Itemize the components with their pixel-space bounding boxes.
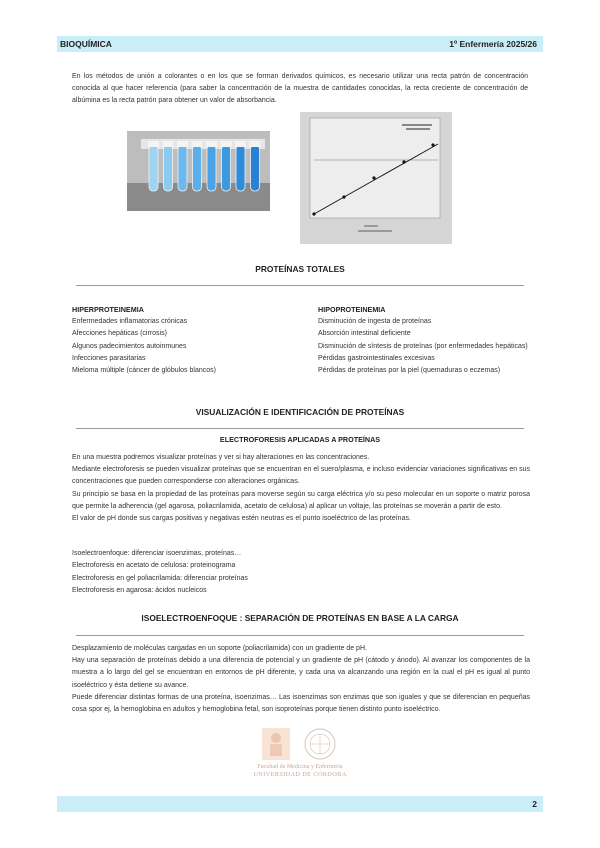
test-tube-cap bbox=[206, 141, 217, 147]
section-title-proteinas-totales: PROTEÍNAS TOTALES bbox=[255, 264, 345, 274]
calibration-curve-svg bbox=[300, 112, 452, 244]
test-tube-cap bbox=[177, 141, 188, 147]
test-tube-cap bbox=[235, 141, 246, 147]
header-course: 1º Enfermería 2025/26 bbox=[449, 39, 537, 49]
test-tube bbox=[251, 145, 260, 191]
hiper-heading: HIPERPROTEINEMIA bbox=[72, 305, 144, 314]
list-item: Infecciones parasitarias bbox=[72, 354, 146, 362]
test-tube bbox=[193, 145, 202, 191]
list-item: Disminución de síntesis de proteínas (por enfermedades hepáticas) bbox=[318, 342, 528, 350]
list-item: Algunos padecimientos autoinmunes bbox=[72, 342, 187, 350]
list-item: Disminución de ingesta de proteínas bbox=[318, 318, 432, 325]
test-tube bbox=[164, 145, 173, 191]
subtitle-electroforesis: ELECTROFORESIS APLICADAS A PROTEÍNAS bbox=[219, 435, 381, 444]
list-item: Pérdidas gastrointestinales excesivas bbox=[318, 354, 435, 362]
list-item: Mieloma múltiple (cáncer de glóbulos blancos) bbox=[72, 367, 216, 375]
hipo-list bbox=[318, 316, 528, 377]
test-tube-cap bbox=[250, 141, 261, 147]
section-title-isoelectroenfoque: ISOELECTROENFOQUE : SEPARACIÓN DE PROTEÍNAS EN BASE A LA CARGA bbox=[141, 613, 459, 623]
test-tubes-illustration bbox=[127, 131, 270, 211]
hipo-heading: HIPOPROTEINEMIA bbox=[318, 305, 386, 314]
section-divider bbox=[76, 285, 524, 286]
page-footer bbox=[57, 796, 543, 812]
test-tube-cap bbox=[192, 141, 203, 147]
intro-paragraph: En los métodos de unión a colorantes o en los que se forman derivados químicos, es necesario utilizar una recta patrón de concentración conocida al que hacer referencia (para saber la concentración de la muestra de cantidades conocidas, la recta creciente de concentración de albúmina es la recta patrón para obtener un valor de absorbancia. bbox=[72, 73, 528, 105]
header-subject: BIOQUÍMICA bbox=[60, 39, 112, 49]
logo-faculty-text: Facultad de Medicina y Enfermería bbox=[257, 764, 343, 770]
logo-university-text: UNIVERSIDAD DE CÓRDOBA bbox=[253, 771, 347, 778]
hiper-list bbox=[72, 316, 292, 377]
electroforesis-types-list bbox=[72, 548, 472, 597]
test-tube bbox=[222, 145, 231, 191]
list-item: Enfermedades inflamatorias crónicas bbox=[72, 318, 188, 325]
section-divider bbox=[76, 428, 524, 429]
paragraph: Puede diferenciar distintas formas de una proteína, isoenzimas… Las isoenzimas son enzimas que son iguales y que se diferencian en pequeñas cosa spor ej, la hemoglobina en adultos y hemoglobina fetal, son isoproteínas porque tienen distinto punto isoeléctrico. bbox=[72, 693, 530, 714]
test-tube-cap bbox=[221, 141, 232, 147]
section-divider bbox=[76, 635, 524, 636]
test-tube bbox=[149, 145, 158, 191]
section-title-visualizacion: VISUALIZACIÓN E IDENTIFICACIÓN DE PROTEÍNAS bbox=[195, 407, 405, 417]
page-header bbox=[57, 36, 543, 52]
list-item: Afecciones hepáticas (cirrosis) bbox=[72, 330, 167, 338]
list-item: Absorción intestinal deficiente bbox=[318, 330, 411, 338]
list-item: Electroforesis en agarosa: ácidos nucleicos bbox=[72, 586, 207, 594]
list-item: Pérdidas de proteínas por la piel (quemaduras o eczemas) bbox=[318, 367, 501, 375]
isoelectroenfoque-body bbox=[72, 643, 530, 716]
paragraph: Mediante electroforesis se pueden visualizar proteínas que se encuentran en el suero/plasma, e incluso evidenciar variaciones significativas en sus concentraciones que pueden corresponderse con alteraciones orgánicas. bbox=[72, 466, 530, 486]
test-tube-cap bbox=[163, 141, 174, 147]
test-tube bbox=[207, 145, 216, 191]
paragraph: Su principio se basa en la propiedad de las proteínas para moverse según su carga eléctrica y/o su peso molecular en un soporte o matriz porosa que permite la adherencia (gel agarosa, poliacrilamida, acetato de celulosa) al aplicar un voltaje, las proteínas se moverán a partir de esto. bbox=[72, 490, 530, 510]
test-tube-cap bbox=[148, 141, 159, 147]
electroforesis-body bbox=[72, 452, 530, 525]
test-tube bbox=[236, 145, 245, 191]
paragraph: En una muestra podremos visualizar proteínas y ver si hay alteraciones en las concentraciones. bbox=[72, 454, 370, 461]
test-tubes-photo bbox=[127, 131, 270, 211]
list-item: Electroforesis en acetato de celulosa: proteinograma bbox=[72, 562, 236, 570]
paragraph: El valor de pH donde sus cargas positivas y negativas estén neutras es el punto isoeléctrico de las proteínas. bbox=[72, 515, 411, 523]
university-logo-icon bbox=[258, 726, 358, 766]
test-tube bbox=[178, 145, 187, 191]
calibration-curve-plot bbox=[300, 112, 452, 244]
list-item: Electroforesis en gel poliacrilamida: diferenciar proteínas bbox=[72, 574, 248, 582]
page-number: 2 bbox=[532, 799, 537, 809]
paragraph: Desplazamiento de moléculas cargadas en un soporte (poliacrilamida) con un gradiente de pH. bbox=[72, 645, 367, 652]
paragraph: Hay una separación de proteínas debido a una diferencia de potencial y un gradiente de pH (cátodo y ánodo). Al avanzar los componentes de la muestra a lo largo del gel se encuentran en entornos de pH diferente, y cada una va alcanzando una región en la cual el pH es igual al punto isoeléctrico y ésta detiene su avance. bbox=[72, 657, 530, 689]
list-item: Isoelectroenfoque: diferenciar isoenzimas, proteínas… bbox=[72, 550, 242, 557]
